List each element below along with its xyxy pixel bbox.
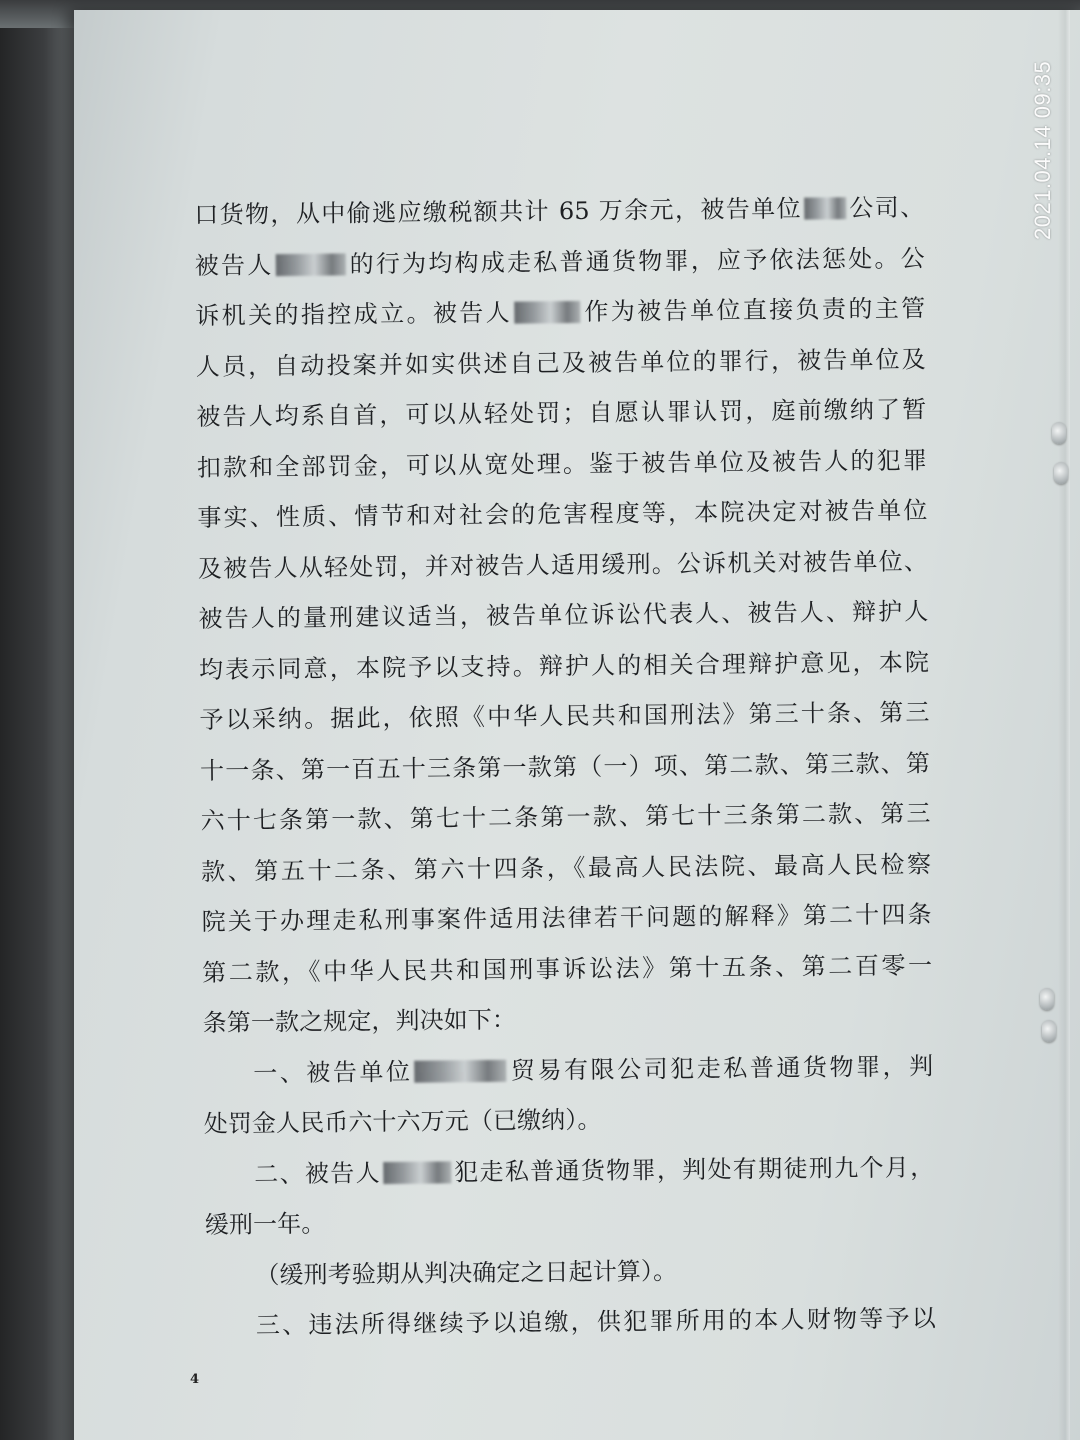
redaction-blur [383, 1161, 451, 1184]
text-segment: 的行为均构成走私普通货物罪，应予依法惩处。公 [347, 243, 925, 278]
text-line: 第二款，《中华人民共和国刑事诉讼法》第十五条、第二百零一 [202, 950, 933, 987]
text-line: 缓刑一年。 [204, 1209, 326, 1239]
text-segment: 作为被告单位直接负责的主管 [581, 294, 926, 326]
staple-mark [1042, 1020, 1056, 1042]
text-line: 被告人均系自首，可以从轻处罚；自愿认罪认罚，庭前缴纳了暂 [196, 395, 927, 431]
text-line [195, 283, 925, 341]
text-line: 予以采纳。据此，依照《中华人民共和国刑法》第三十条、第三 [199, 698, 930, 734]
text-segment: 二、被告人 [254, 1158, 382, 1188]
text-line: 人员，自动投案并如实供述自己及被告单位的罪行，被告单位及 [195, 344, 926, 381]
text-line: 事实、性质、情节和对社会的危害程度等，本院决定对被告单位 [197, 496, 928, 532]
redaction-blur [514, 301, 580, 324]
text-line: 十一条、第一百五十三条第一款第（一）项、第二款、第三款、第 [199, 748, 931, 785]
text-line: 六十七条第一款、第七十二条第一款、第七十三条第二款、第三 [200, 799, 931, 835]
text-segment: 一、被告单位 [253, 1057, 413, 1087]
text-line: 三、违法所得继续予以追缴，供犯罪所用的本人财物等予以 [255, 1304, 937, 1340]
redaction-blur [414, 1059, 506, 1082]
text-line: 被告人的量刑建议适当，被告单位诉讼代表人、被告人、辩护人 [198, 597, 929, 633]
text-line: 款、第五十二条、第六十四条，《最高人民法院、最高人民检察 [200, 849, 932, 886]
desk-background [0, 0, 80, 1440]
text-segment: 口货物，从中偷逃应缴税额共计 65 万余元，被告单位 [194, 194, 803, 229]
text-line [203, 1041, 933, 1099]
text-segment: 犯走私普通货物罪，判处有期徒刑九个月， [452, 1152, 935, 1186]
text-segment: 诉机关的指控成立。被告人 [195, 298, 513, 330]
staple-mark [1040, 988, 1054, 1010]
text-line [204, 1142, 934, 1200]
text-segment: 贸易有限公司犯走私普通货物罪，判 [508, 1051, 934, 1085]
text-line: （缓刑考验期从判决确定之日起计算）。 [255, 1256, 678, 1289]
text-line: 均表示同意，本院予以支持。辩护人的相关合理辩护意见，本院 [198, 647, 930, 684]
text-segment: 公司、 [847, 193, 925, 223]
redaction-blur [804, 197, 846, 219]
text-line: 扣款和全部罚金，可以从宽处理。鉴于被告单位及被告人的犯罪 [196, 445, 928, 482]
judgment-body-text [194, 182, 936, 1351]
staple-mark [1052, 422, 1066, 444]
page-number: 4 [190, 1372, 200, 1387]
text-line: 条第一款之规定，判决如下： [202, 1005, 517, 1037]
text-line: 院关于办理走私刑事案件适用法律若干问题的解释》第二十四条 [201, 900, 932, 936]
redaction-blur [275, 253, 345, 276]
text-line [195, 233, 925, 291]
photo-timestamp: 2021.04.14 09:35 [1030, 60, 1055, 240]
staple-mark [1054, 462, 1068, 484]
text-line [194, 182, 924, 240]
paper-edge-shadow [1058, 10, 1070, 1440]
text-line: 及被告人从轻处罚，并对被告人适用缓刑。公诉机关对被告单位、 [197, 546, 929, 583]
text-segment: 被告人 [194, 250, 274, 280]
text-line: 处罚金人民币六十六万元（已缴纳）。 [203, 1105, 602, 1138]
